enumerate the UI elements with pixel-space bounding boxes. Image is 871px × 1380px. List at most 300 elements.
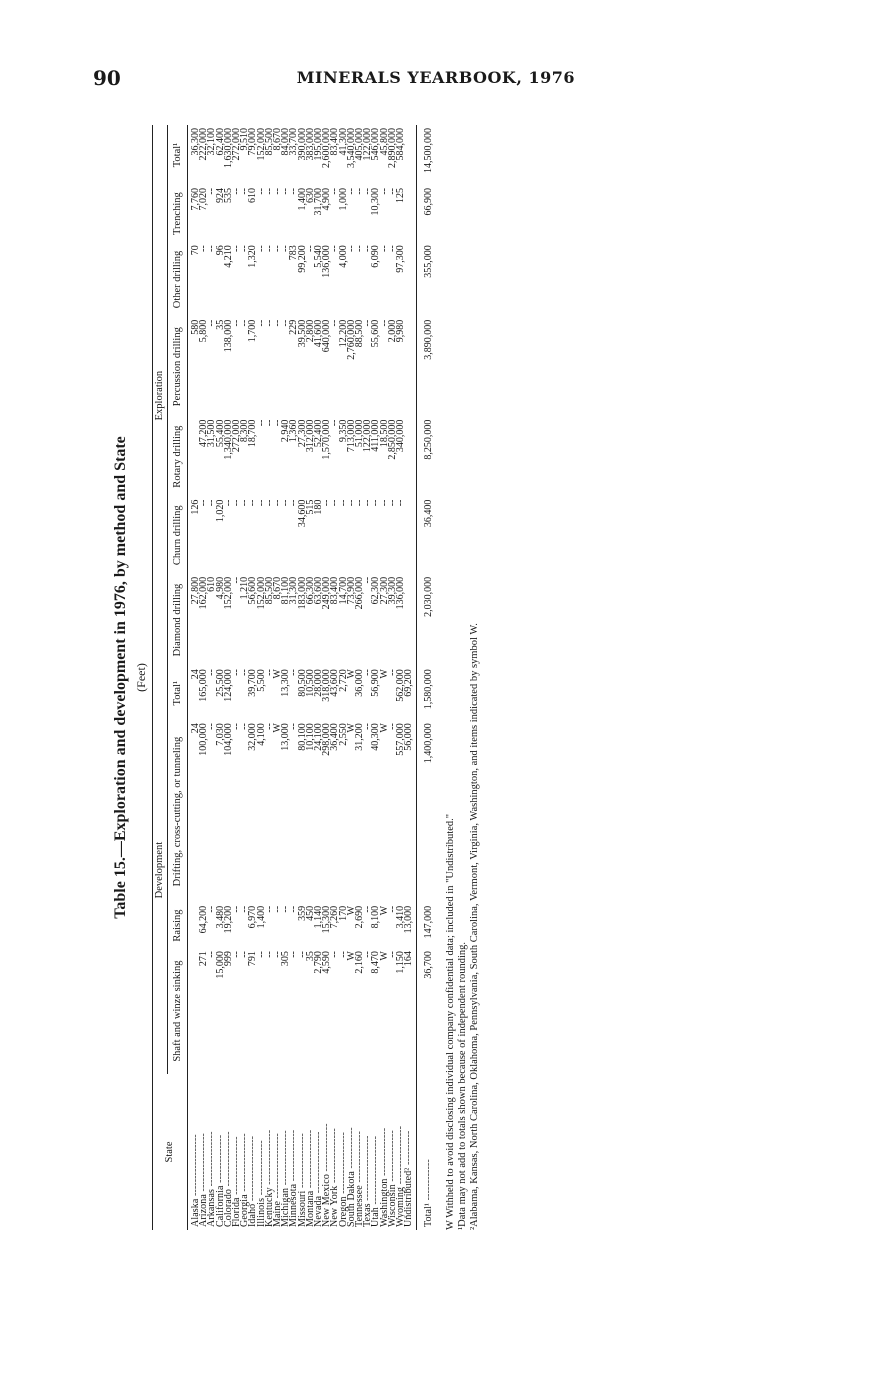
state-label: Undistributed² bbox=[403, 1167, 415, 1227]
table-cell bbox=[405, 497, 417, 574]
leader-dots: ---------------- bbox=[263, 1129, 275, 1188]
table-cell: 31,300 bbox=[288, 576, 300, 605]
state-label: Oregon bbox=[337, 1196, 349, 1227]
table-cell: 51,000 bbox=[354, 419, 366, 448]
table-cell: 9,980 bbox=[395, 319, 407, 343]
table-cell: 713,000 bbox=[345, 419, 357, 453]
table-cell: -- bbox=[263, 187, 275, 195]
table-cell: -- bbox=[386, 245, 398, 252]
total-cell: 36,400 bbox=[417, 497, 440, 574]
table-cell: 36,300 bbox=[190, 128, 201, 156]
table-cell: 383,000 bbox=[304, 128, 316, 161]
table-cell: 81,100 bbox=[280, 576, 292, 605]
leader-dots: ------------------- bbox=[247, 1135, 259, 1204]
table-cell: -- bbox=[280, 319, 292, 327]
leader-dots: ----------------- bbox=[395, 1125, 407, 1187]
state-label: Wyoming bbox=[395, 1186, 407, 1227]
table-cell: -- bbox=[231, 576, 243, 584]
table-row bbox=[233, 125, 241, 1230]
table-cell: 4,590 bbox=[321, 951, 333, 974]
table-cell: -- bbox=[354, 245, 366, 252]
state-label: Utah bbox=[370, 1207, 382, 1227]
table-cell: -- bbox=[272, 319, 284, 327]
table-cell: 1,320 bbox=[247, 245, 259, 268]
table-cell: -- bbox=[272, 905, 284, 913]
table-cell: -- bbox=[362, 245, 374, 252]
table-cell: -- bbox=[198, 245, 210, 252]
table-cell: 24,100 bbox=[313, 723, 325, 751]
table-cell: 136,000 bbox=[395, 576, 407, 610]
table-cell: 104,000 bbox=[222, 723, 234, 756]
table-cell: 1,570,000 bbox=[321, 419, 333, 460]
table-cell: -- bbox=[395, 499, 407, 507]
table-cell: -- bbox=[337, 499, 349, 507]
table-cell: W bbox=[378, 951, 390, 961]
table-cell: 6,090 bbox=[370, 245, 382, 268]
table-cell: -- bbox=[272, 187, 284, 195]
table-cell: 2,690 bbox=[354, 905, 366, 929]
leader-dots: ------------------- bbox=[272, 1133, 284, 1201]
leader-dots: ---------- bbox=[403, 1130, 415, 1168]
table-cell: 39,300 bbox=[386, 576, 398, 605]
table-cell: 1,400 bbox=[255, 905, 267, 929]
table-cell: 9,350 bbox=[337, 419, 349, 443]
table-cell: 36,000 bbox=[354, 669, 366, 697]
total-cell: 1,400,000 bbox=[417, 720, 440, 903]
table-cell: 9,510 bbox=[239, 128, 251, 151]
state-label: Arkansas bbox=[206, 1188, 218, 1227]
table-cell: 52,400 bbox=[313, 419, 325, 448]
table-cell: -- bbox=[362, 905, 374, 913]
table-cell: 27,300 bbox=[296, 419, 308, 448]
table-cell: 39,500 bbox=[296, 319, 308, 348]
table-cell: 3,480 bbox=[214, 905, 226, 929]
table-cell: 2,600,000 bbox=[321, 128, 333, 168]
table-cell: -- bbox=[288, 669, 300, 676]
table-cell: 405,000 bbox=[354, 128, 366, 161]
leader-dots: ----------------- bbox=[304, 1129, 316, 1191]
table-cell bbox=[405, 242, 417, 317]
table-cell: 27,300 bbox=[378, 576, 390, 605]
state-label: Texas bbox=[362, 1203, 374, 1227]
table-row bbox=[381, 125, 389, 1230]
table-cell: 63,600 bbox=[313, 576, 325, 605]
table-row bbox=[356, 125, 364, 1230]
table-cell: -- bbox=[321, 499, 333, 507]
leader-dots: ---------------- bbox=[206, 1131, 218, 1189]
table-cell: 4,210 bbox=[222, 245, 234, 268]
table-cell: 33,700 bbox=[288, 128, 300, 156]
table-cell: W bbox=[345, 669, 357, 679]
table-cell: -- bbox=[231, 499, 243, 507]
table-cell: W bbox=[378, 669, 390, 679]
table-cell: 2,800 bbox=[304, 319, 316, 343]
table-cell: 10,100 bbox=[304, 723, 316, 751]
table-cell: 7,030 bbox=[214, 723, 226, 746]
table-cell: -- bbox=[239, 187, 251, 195]
column-header: Total¹ bbox=[168, 666, 188, 720]
table-cell: 7,760 bbox=[190, 187, 201, 211]
table-cell: 2,720 bbox=[337, 669, 349, 692]
table-cell: 8,100 bbox=[370, 905, 382, 929]
table-row bbox=[200, 125, 208, 1230]
table-cell: -- bbox=[378, 499, 390, 507]
table-cell: 13,300 bbox=[280, 669, 292, 697]
table-cell: 1,700 bbox=[247, 319, 259, 343]
leader-dots: ------------ bbox=[423, 1159, 435, 1203]
table-cell: 70 bbox=[190, 245, 201, 256]
table-cell: 24 bbox=[190, 723, 201, 734]
table-cell: 1,400 bbox=[296, 187, 308, 211]
table-cell: -- bbox=[231, 905, 243, 913]
rotated-table-block bbox=[110, 125, 615, 1230]
leader-dots: ---------------- bbox=[222, 1131, 234, 1189]
table-cell: 85,500 bbox=[263, 128, 275, 156]
table-cell: -- bbox=[239, 905, 251, 913]
table-cell: 535 bbox=[222, 187, 234, 203]
table-cell: 40,300 bbox=[370, 723, 382, 751]
table-cell: -- bbox=[354, 499, 366, 507]
table-cell: -- bbox=[329, 319, 341, 327]
table-cell: 125 bbox=[395, 187, 407, 203]
table-cell: 305 bbox=[280, 951, 292, 967]
column-header: Rotary drilling bbox=[168, 417, 188, 497]
table-cell: 999 bbox=[222, 951, 234, 967]
table-cell: -- bbox=[231, 951, 243, 958]
leader-dots: ---------------- bbox=[280, 1130, 292, 1188]
table-cell: -- bbox=[329, 245, 341, 252]
table-cell: -- bbox=[378, 245, 390, 252]
leader-dots: --------------- bbox=[288, 1129, 300, 1184]
table-cell: -- bbox=[378, 319, 390, 327]
table-cell: W bbox=[378, 723, 390, 733]
state-name bbox=[405, 1074, 417, 1230]
state-label: California bbox=[214, 1185, 226, 1227]
column-header: Raising bbox=[168, 903, 188, 948]
table-cell: -- bbox=[206, 905, 218, 913]
table-cell: -- bbox=[288, 723, 300, 730]
table-cell: 55,600 bbox=[370, 319, 382, 348]
table-cell: 55,400 bbox=[214, 419, 226, 448]
table-cell: -- bbox=[255, 419, 267, 427]
table-cell: -- bbox=[345, 187, 357, 195]
table-cell: -- bbox=[263, 669, 275, 676]
table-cell: 83,400 bbox=[329, 576, 341, 605]
table-cell: 222,000 bbox=[198, 128, 210, 161]
table-cell: 85,500 bbox=[263, 576, 275, 605]
table-cell: -- bbox=[263, 905, 275, 913]
table-cell: -- bbox=[386, 187, 398, 195]
table-cell: W bbox=[272, 669, 284, 679]
state-label: Arizona bbox=[198, 1194, 210, 1227]
table-cell: -- bbox=[239, 951, 251, 958]
table-cell: 359 bbox=[296, 905, 308, 921]
table-cell: 312,000 bbox=[304, 419, 316, 453]
table-cell: -- bbox=[255, 319, 267, 327]
table-cell: 791 bbox=[247, 951, 259, 967]
total-row bbox=[417, 125, 440, 1230]
leader-dots: -------------------- bbox=[370, 1135, 382, 1208]
table-cell: -- bbox=[272, 951, 284, 958]
state-label: Nevada bbox=[313, 1195, 325, 1227]
state-label: Maine bbox=[272, 1200, 284, 1227]
leader-dots: ---------------- bbox=[329, 1128, 341, 1186]
table-cell: -- bbox=[239, 499, 251, 507]
state-label: Colorado bbox=[222, 1188, 234, 1227]
table-cell: 4,900 bbox=[321, 187, 333, 211]
table-cell: 56,900 bbox=[370, 669, 382, 697]
table-cell: -- bbox=[255, 245, 267, 252]
table-cell: 1,630,000 bbox=[222, 128, 234, 168]
leader-dots: ------------------- bbox=[362, 1135, 374, 1204]
table-cell: 100,000 bbox=[198, 723, 210, 756]
table-cell: 152,000 bbox=[255, 576, 267, 610]
table-cell: 165,000 bbox=[198, 669, 210, 702]
leader-dots: ----------------- bbox=[198, 1133, 210, 1195]
table-cell: -- bbox=[239, 723, 251, 730]
leader-dots: ----------------- bbox=[239, 1133, 251, 1195]
table-cell: -- bbox=[386, 669, 398, 676]
table-cell: 24 bbox=[190, 669, 201, 680]
state-label: New York bbox=[329, 1185, 341, 1227]
table-cell: -- bbox=[263, 723, 275, 730]
leader-dots: ------------ bbox=[345, 1127, 357, 1172]
table-cell: 8,670 bbox=[272, 128, 284, 151]
state-label: Montana bbox=[304, 1190, 316, 1227]
table-cell: 2,000 bbox=[386, 319, 398, 343]
table-cell: 1,150 bbox=[395, 951, 407, 974]
table-cell: 2,760,000 bbox=[345, 319, 357, 360]
table-cell: 152,000 bbox=[222, 576, 234, 610]
total-cell: 2,030,000 bbox=[417, 574, 440, 666]
table-cell: 45,800 bbox=[378, 128, 390, 156]
state-label: Tennessee bbox=[354, 1185, 366, 1227]
table-cell: -- bbox=[280, 245, 292, 252]
total-cell: 36,700 bbox=[417, 948, 440, 1074]
leader-dots: ---------------- bbox=[255, 1140, 267, 1198]
table-cell: 35 bbox=[214, 319, 226, 330]
table-cell: 7,020 bbox=[198, 187, 210, 211]
table-cell: -- bbox=[272, 245, 284, 252]
table-cell: 183,000 bbox=[296, 576, 308, 610]
exploration-group-header: Exploration bbox=[153, 125, 168, 666]
table-cell: 10,500 bbox=[304, 669, 316, 697]
total-cell: 14,500,000 bbox=[417, 125, 440, 185]
table-cell: -- bbox=[362, 669, 374, 676]
table-cell: -- bbox=[239, 245, 251, 252]
table-cell: 1,020 bbox=[214, 499, 226, 523]
table-cell: -- bbox=[288, 187, 300, 195]
table-cell: 1,360 bbox=[288, 419, 300, 443]
table-cell: W bbox=[378, 905, 390, 916]
column-header: Diamond drilling bbox=[168, 574, 188, 666]
table-cell: 13,000 bbox=[403, 905, 415, 934]
table-cell bbox=[188, 948, 201, 1074]
table-cell: 640,000 bbox=[321, 319, 333, 353]
table-cell: 124,000 bbox=[222, 669, 234, 702]
table-cell: 4,000 bbox=[337, 245, 349, 268]
total-cell: 66,900 bbox=[417, 185, 440, 242]
state-label: South Dakota bbox=[345, 1171, 357, 1227]
table-cell: -- bbox=[362, 187, 374, 195]
table-cell: -- bbox=[362, 319, 374, 327]
leader-dots: -------------- bbox=[378, 1127, 390, 1179]
table-cell: 96 bbox=[214, 245, 226, 256]
table-cell: -- bbox=[280, 187, 292, 195]
table-cell: -- bbox=[263, 951, 275, 958]
table-cell: 229 bbox=[288, 319, 300, 335]
table-cell: 450 bbox=[304, 905, 316, 921]
table-cell: 18,700 bbox=[247, 419, 259, 448]
table-cell: -- bbox=[263, 419, 275, 427]
table-cell: 249,000 bbox=[321, 576, 333, 610]
state-label: Washington bbox=[378, 1178, 390, 1227]
table-units: (Feet) bbox=[134, 663, 148, 692]
table-cell: W bbox=[345, 951, 357, 961]
table-cell: 271 bbox=[198, 951, 210, 967]
table-cell: 5,500 bbox=[255, 669, 267, 692]
table-cell: 138,000 bbox=[222, 319, 234, 353]
total-cell: 8,250,000 bbox=[417, 417, 440, 497]
table-cell: -- bbox=[362, 951, 374, 958]
table-cell: 2,890,000 bbox=[386, 128, 398, 168]
table-cell: 15,000 bbox=[214, 951, 226, 979]
table-cell: 2,940 bbox=[280, 419, 292, 443]
table-cell: 546,000 bbox=[370, 128, 382, 161]
table-cell: 41,600 bbox=[313, 319, 325, 348]
table-cell: 12,200 bbox=[337, 319, 349, 348]
table-cell: -- bbox=[370, 499, 382, 507]
table-cell: -- bbox=[329, 419, 341, 427]
table-cell: 31,700 bbox=[313, 187, 325, 216]
column-header: Churn drilling bbox=[168, 497, 188, 574]
table-cell: 31,500 bbox=[206, 419, 218, 448]
leader-dots: ------------------ bbox=[313, 1131, 325, 1196]
table-cell: -- bbox=[378, 187, 390, 195]
table-cell: 1,000 bbox=[337, 187, 349, 211]
table-cell: 298,000 bbox=[321, 723, 333, 756]
table-cell: 610 bbox=[206, 576, 218, 592]
table-cell: 515 bbox=[304, 499, 316, 515]
table-cell: 562,000 bbox=[395, 669, 407, 702]
table-cell: 10,300 bbox=[370, 187, 382, 216]
table-cell: 56,600 bbox=[247, 576, 259, 605]
leader-dots: ---------------- bbox=[296, 1133, 308, 1191]
table-cell: -- bbox=[222, 499, 234, 507]
table-cell: 41,300 bbox=[337, 128, 349, 156]
table-cell: -- bbox=[206, 723, 218, 730]
table-cell: 162,000 bbox=[198, 576, 210, 610]
table-cell: 783 bbox=[288, 245, 300, 261]
table-cell: 4,980 bbox=[214, 576, 226, 600]
table-cell: 5,540 bbox=[313, 245, 325, 268]
column-header: Shaft and winze sinking bbox=[168, 948, 188, 1074]
table-cell: 83,400 bbox=[329, 128, 341, 156]
table-cell: -- bbox=[337, 951, 349, 958]
table-cell: -- bbox=[386, 723, 398, 730]
table-cell: W bbox=[345, 723, 357, 733]
table-cell: 64,200 bbox=[198, 905, 210, 934]
table-cell: -- bbox=[247, 499, 259, 507]
table-cell: 390,000 bbox=[296, 128, 308, 161]
table-cell: 27,800 bbox=[190, 576, 201, 605]
table-cell: 31,200 bbox=[354, 723, 366, 751]
table-cell: -- bbox=[231, 319, 243, 327]
development-group-header: Development bbox=[153, 666, 168, 1074]
table-cell: 97,300 bbox=[395, 245, 407, 273]
table-cell: 7,260 bbox=[329, 905, 341, 929]
table-cell: -- bbox=[239, 669, 251, 676]
table-cell: 1,210 bbox=[239, 576, 251, 600]
table-cell: -- bbox=[345, 245, 357, 252]
table-cell: 80,500 bbox=[296, 669, 308, 697]
table-cell: 924 bbox=[214, 187, 226, 203]
table-cell: 4,100 bbox=[255, 723, 267, 746]
table-cell: -- bbox=[329, 499, 341, 507]
table-cell: 36,400 bbox=[329, 723, 341, 751]
table-cell: -- bbox=[231, 245, 243, 252]
table-cell: -- bbox=[386, 905, 398, 913]
table-cell: -- bbox=[386, 951, 398, 958]
table-cell: -- bbox=[345, 499, 357, 507]
total-label bbox=[417, 1074, 440, 1230]
state-label: Wisconsin bbox=[386, 1184, 398, 1227]
table-row bbox=[225, 125, 233, 1230]
table-cell: -- bbox=[206, 319, 218, 327]
table-cell: -- bbox=[231, 669, 243, 676]
table-row bbox=[258, 125, 266, 1230]
table-cell: 3,410 bbox=[395, 905, 407, 929]
total-cell: 355,000 bbox=[417, 242, 440, 317]
table-cell: 88,500 bbox=[354, 319, 366, 348]
table-cell: -- bbox=[231, 187, 243, 195]
leader-dots: ------------------ bbox=[337, 1132, 349, 1197]
table-cell: 2,790 bbox=[313, 951, 325, 974]
page-number: 90 bbox=[93, 66, 121, 90]
footnote: W Withheld to avoid disclosing individual company confidential data; included in "Undistributed." bbox=[445, 813, 457, 1230]
table-cell: -- bbox=[239, 319, 251, 327]
table-cell: -- bbox=[263, 245, 275, 252]
table-cell: 610 bbox=[247, 187, 259, 203]
table-cell: -- bbox=[362, 499, 374, 507]
table-cell: -- bbox=[362, 723, 374, 730]
running-head: MINERALS YEARBOOK, 1976 bbox=[296, 68, 575, 87]
table-cell: -- bbox=[206, 499, 218, 507]
table-row bbox=[282, 125, 290, 1230]
table-cell: 1,340,000 bbox=[222, 419, 234, 460]
table-cell: 47,200 bbox=[198, 419, 210, 448]
table-cell: -- bbox=[288, 905, 300, 913]
table-cell: -- bbox=[329, 187, 341, 195]
total-cell: 1,580,000 bbox=[417, 666, 440, 720]
table-cell: 180 bbox=[313, 499, 325, 515]
table-cell: -- bbox=[255, 187, 267, 195]
footnotes bbox=[445, 125, 481, 1230]
leader-dots: -------------- bbox=[214, 1134, 226, 1186]
total-label-text: Total¹ bbox=[423, 1202, 435, 1227]
table-cell: -- bbox=[288, 499, 300, 507]
leader-dots: --------------- bbox=[386, 1130, 398, 1185]
leader-dots: ----------------- bbox=[231, 1136, 243, 1198]
table-cell: -- bbox=[255, 951, 267, 958]
data-table bbox=[152, 125, 439, 1230]
table-cell: 136,000 bbox=[321, 245, 333, 278]
table-cell: -- bbox=[263, 499, 275, 507]
state-label: Georgia bbox=[239, 1194, 251, 1227]
table-cell: 8,300 bbox=[239, 419, 251, 443]
state-label: Alaska bbox=[190, 1198, 201, 1227]
table-cell: -- bbox=[255, 499, 267, 507]
